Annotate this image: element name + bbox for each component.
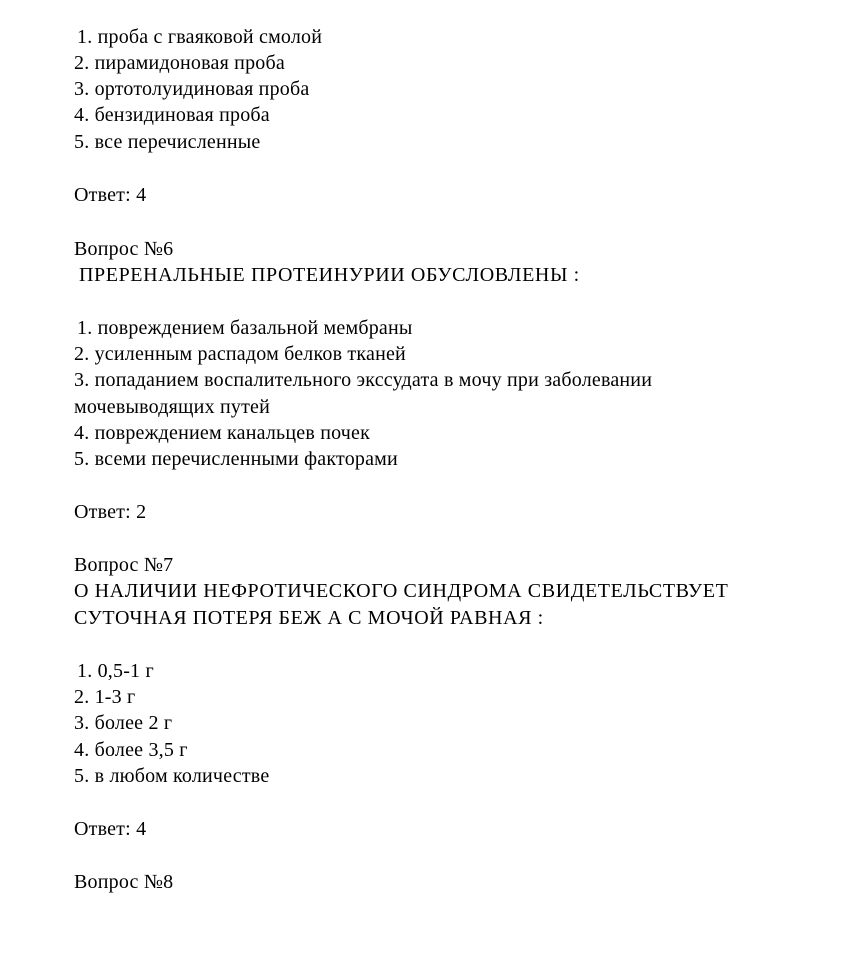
q7-option-3: 3. более 2 г [74, 712, 173, 734]
q7-answer: Ответ: 4 [74, 818, 147, 840]
q5-option-4: 4. бензидиновая проба [74, 104, 270, 126]
q6-option-5: 5. всеми перечисленными факторами [74, 448, 398, 470]
q6-question: ПРЕРЕНАЛЬНЫЕ ПРОТЕИНУРИИ ОБУСЛОВЛЕНЫ : [79, 264, 580, 286]
q7-option-4: 4. более 3,5 г [74, 739, 188, 761]
q6-option-4: 4. повреждением канальцев почек [74, 422, 371, 444]
q6-option-3-continued: мочевыводящих путей [74, 396, 270, 418]
q7-option-1: 1. 0,5-1 г [77, 660, 154, 682]
q5-option-5: 5. все перечисленные [74, 131, 261, 153]
q6-option-1: 1. повреждением базальной мембраны [77, 317, 413, 339]
q5-option-3: 3. ортотолуидиновая проба [74, 78, 310, 100]
q7-option-5: 5. в любом количестве [74, 765, 270, 787]
q8-header: Вопрос №8 [74, 871, 174, 893]
q6-option-3: 3. попаданием воспалительного экссудата в мочу при заболевании [74, 369, 653, 391]
q6-answer: Ответ: 2 [74, 501, 147, 523]
q7-question-line-2: СУТОЧНАЯ ПОТЕРЯ БЕЖ А С МОЧОЙ РАВНАЯ : [74, 607, 544, 629]
q6-option-2: 2. усиленным распадом белков тканей [74, 343, 406, 365]
q5-option-2: 2. пирамидоновая проба [74, 52, 285, 74]
q7-option-2: 2. 1-3 г [74, 686, 136, 708]
q7-question-line-1: О НАЛИЧИИ НЕФРОТИЧЕСКОГО СИНДРОМА СВИДЕТЕЛЬСТВУЕТ [74, 580, 729, 602]
q5-answer: Ответ: 4 [74, 184, 147, 206]
q5-option-1: 1. проба с гваяковой смолой [77, 26, 323, 48]
q6-header: Вопрос №6 [74, 238, 174, 260]
q7-header: Вопрос №7 [74, 554, 174, 576]
